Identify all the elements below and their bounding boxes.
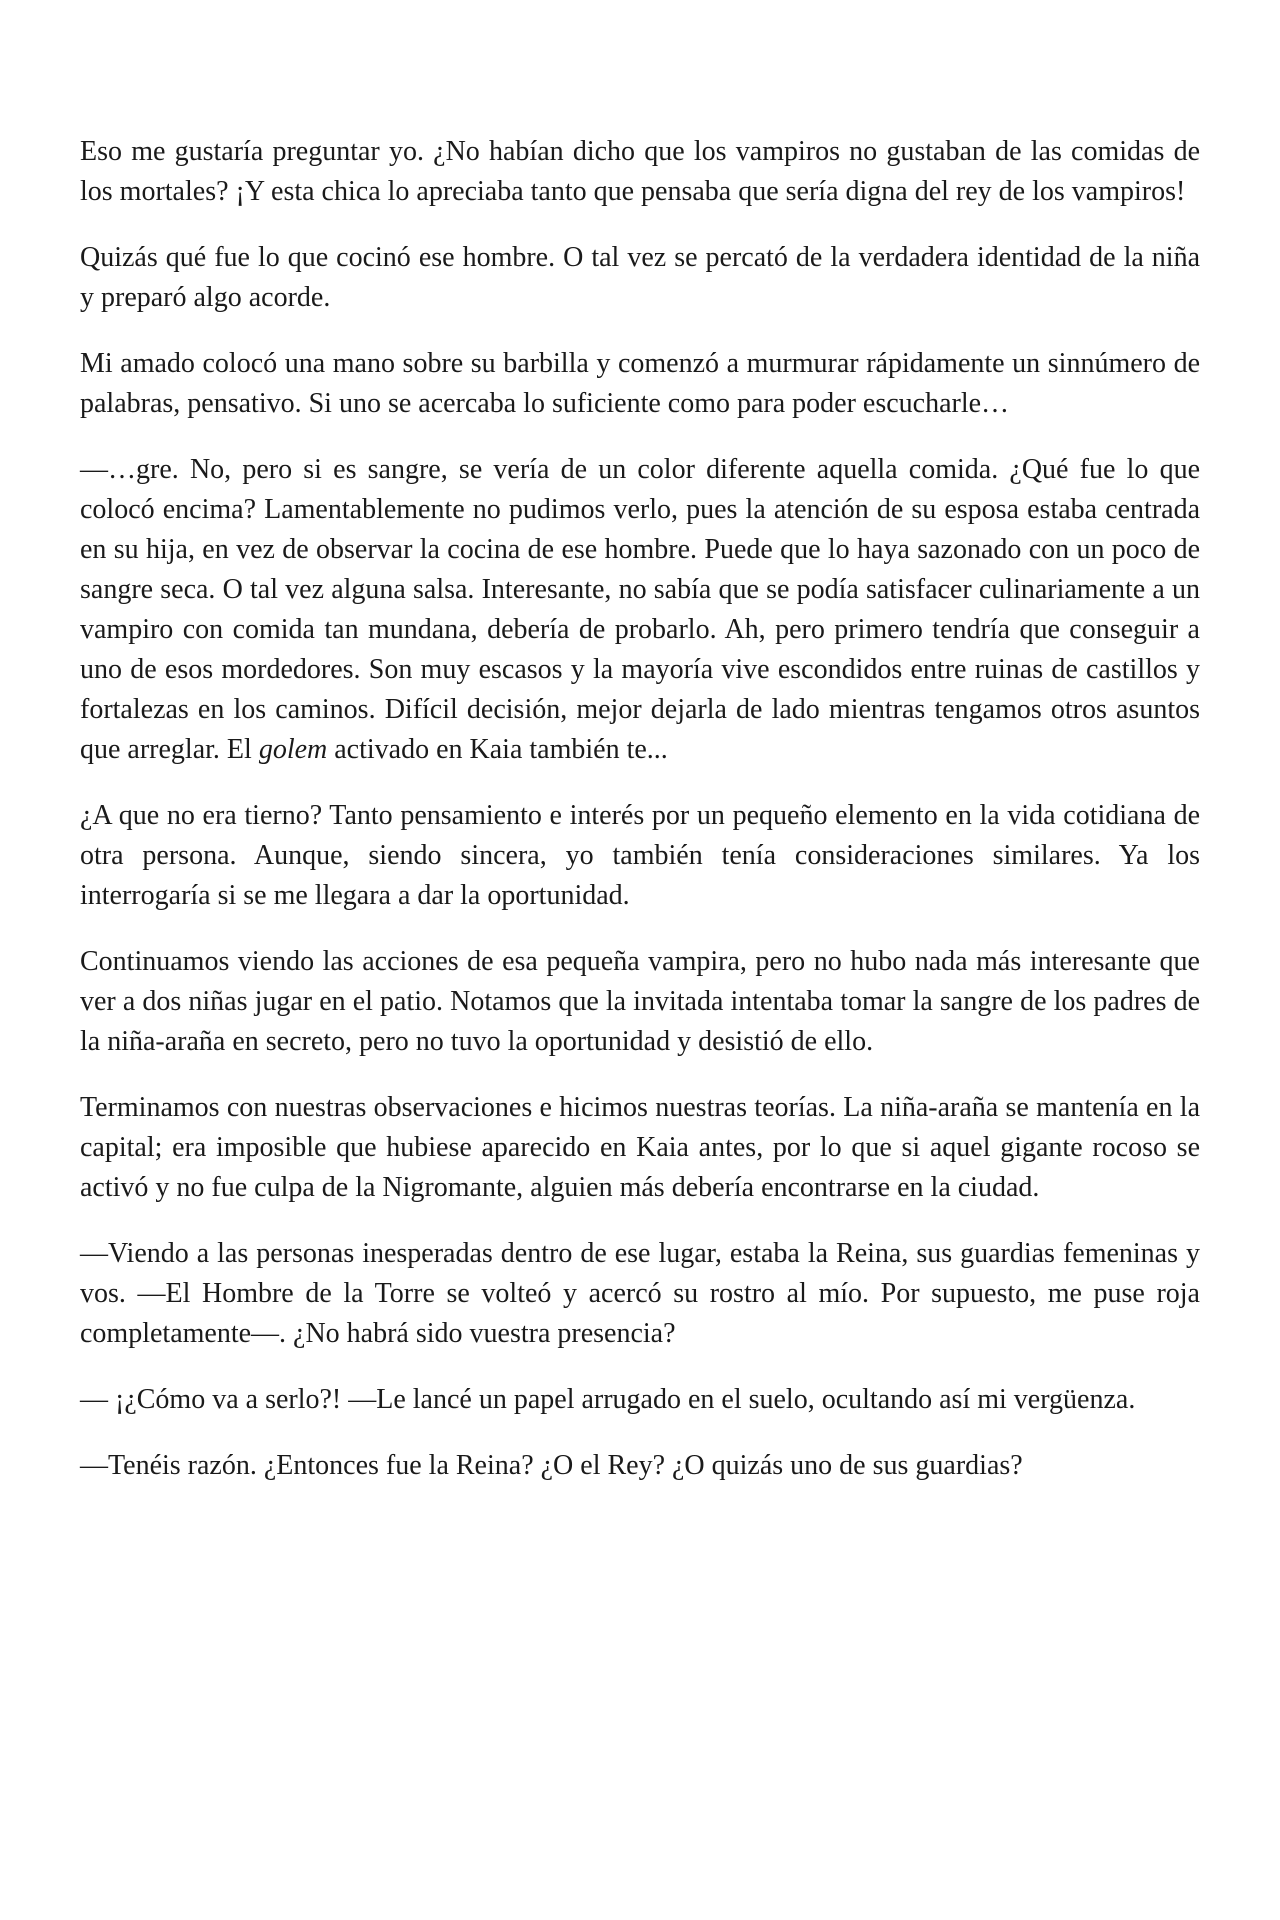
italic-term: golem [258,734,328,765]
paragraph: Quizás qué fue lo que cocinó ese hombre. O tal vez se percató de la verdadera identidad de la niña y preparó algo acorde. [80,242,1200,313]
paragraph: —Tenéis razón. ¿Entonces fue la Reina? ¿O el Rey? ¿O quizás uno de sus guardias? [80,1450,1023,1481]
paragraph-text: activado en Kaia también te... [327,734,668,765]
paragraph: Terminamos con nuestras observaciones e hicimos nuestras teorías. La niña-araña se mantenía en la capital; era imposible que hubiese aparecido en Kaia antes, por lo que si aquel gigante rocoso se activó y no fue culpa de la Nigromante, alguien más debería encontrarse en la ciudad. [80,1092,1200,1203]
paragraph: Continuamos viendo las acciones de esa pequeña vampira, pero no hubo nada más interesante que ver a dos niñas jugar en el patio. Notamos que la invitada intentaba tomar la sangre de los padres de la niña-araña en secreto, pero no tuvo la oportunidad y desistió de ello. [80,946,1200,1057]
paragraph: Eso me gustaría preguntar yo. ¿No habían dicho que los vampiros no gustaban de las comidas de los mortales? ¡Y esta chica lo apreciaba tanto que pensaba que sería digna del rey de los vampiros! [80,136,1200,207]
paragraph: — ¡¿Cómo va a serlo?! —Le lancé un papel arrugado en el suelo, ocultando así mi vergüenza. [80,1384,1136,1415]
paragraph: ¿A que no era tierno? Tanto pensamiento e interés por un pequeño elemento en la vida cotidiana de otra persona. Aunque, siendo sincera, yo también tenía consideraciones similares. Ya los interrogaría si se me llegara a dar la oportunidad. [80,800,1200,911]
paragraph-dialogue [80,450,1200,770]
document-page [80,132,1200,1512]
paragraph: —Viendo a las personas inesperadas dentro de ese lugar, estaba la Reina, sus guardias femeninas y vos. —El Hombre de la Torre se volteó y acercó su rostro al mío. Por supuesto, me puse roja completamente—. ¿No habrá sido vuestra presencia? [80,1238,1200,1349]
paragraph-text: —…gre. No, pero si es sangre, se vería de un color diferente aquella comida. ¿Qué fue lo que colocó encima? Lamentablemente no pudimos verlo, pues la atención de su esposa estaba centrada en su hija, en vez de observar la cocina de ese hombre. Puede que lo haya sazonado con un poco de sangre seca. O tal vez alguna salsa. Interesante, no sabía que se podía satisfacer culinariamente a un vampiro con comida tan mundana, debería de probarlo. Ah, pero primero tendría que conseguir a uno de esos mordedores. Son muy escasos y la mayoría vive escondidos entre ruinas de castillos y fortalezas en los caminos. Difícil decisión, mejor dejarla de lado mientras tengamos otros asuntos que arreglar. El [80,454,1200,765]
paragraph: Mi amado colocó una mano sobre su barbilla y comenzó a murmurar rápidamente un sinnúmero de palabras, pensativo. Si uno se acercaba lo suficiente como para poder escucharle… [80,348,1200,419]
